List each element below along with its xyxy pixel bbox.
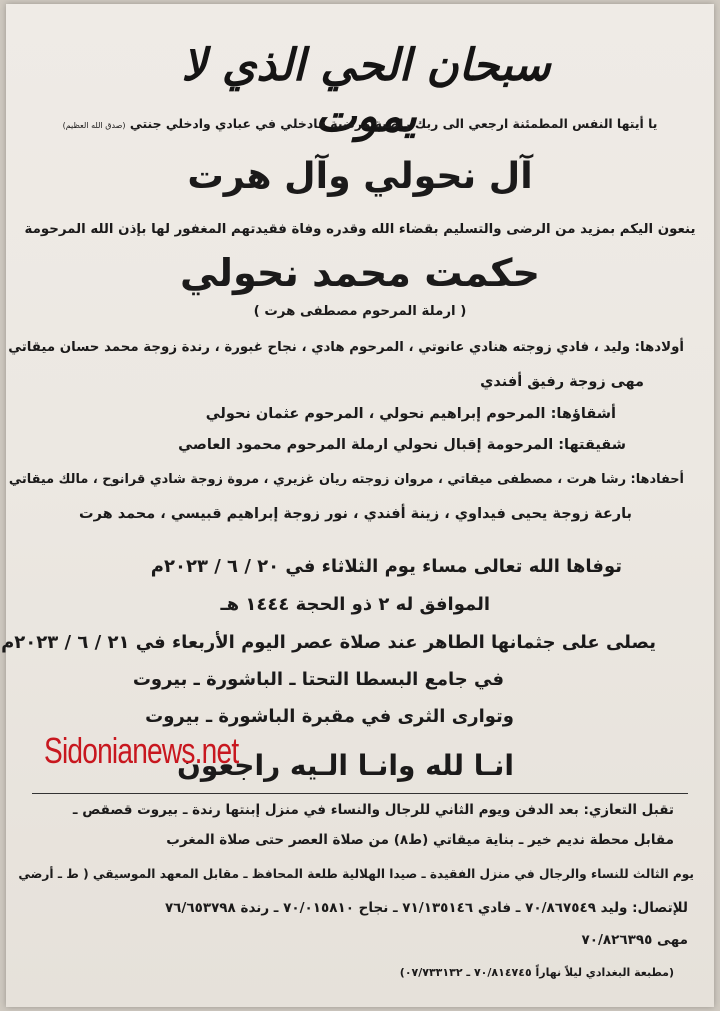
divider-line: [32, 793, 688, 794]
mosque-line: في جامع البسطا التحتا ـ الباشورة ـ بيروت: [132, 669, 504, 690]
verse-text: يا أيتها النفس المطمئنة ارجعي الى ربك راضية مرضية فادخلي في عبادي وادخلي جنتي: [129, 116, 658, 131]
deceased-name: حكمت محمد نحولي: [180, 252, 540, 296]
hijri-date-line: الموافق له ٢ ذو الحجة ١٤٤٤ هـ: [220, 594, 490, 615]
sister-line: شقيقتها: المرحومة إقبال نحولي ارملة المرحوم محمود العاصي: [178, 437, 626, 453]
grandchildren-line-cont: بارعة زوجة يحيى فيداوي ، زينة أفندي ، نور زوجة إبراهيم قبيسي ، محمد هرت: [79, 506, 632, 522]
condolences-line-1: تقبل التعازي: بعد الدفن ويوم الثاني للرجال والنساء في منزل إبنتها رندة ـ بيروت قصقص ـ: [72, 802, 674, 818]
brothers-line: أشقاؤها: المرحوم إبراهيم نحولي ، المرحوم عثمان نحولي: [205, 406, 616, 422]
death-date-line: توفاها الله تعالى مساء يوم الثلاثاء في ٢٠ / ٦ / ٢٠٢٣م: [150, 556, 622, 577]
widow-of: ( ارملة المرحوم مصطفى هرت ): [253, 304, 467, 319]
contact-line: للإتصال: وليد ٧٠/٨٦٧٥٤٩ ـ فادي ٧١/١٣٥١٤٦ ـ نجاح ٧٠/٠١٥٨١٠ ـ رندة ٧٦/٦٥٣٧٩٨: [164, 900, 688, 916]
contact-line-cont: مهى ٧٠/٨٢٦٣٩٥: [581, 932, 688, 948]
condolences-line-2: مقابل محطة نديم خير ـ بناية ميقاتي (ط٨) من صلاة العصر حتى صلاة المغرب: [166, 832, 674, 848]
funeral-prayer-line: يصلى على جثمانها الطاهر عند صلاة عصر اليوم الأربعاء في ٢١ / ٦ / ٢٠٢٣م: [1, 632, 656, 653]
children-line: أولادها: وليد ، فادي زوجته هنادي عانوتي ، المرحوم هادي ، نجاح غبورة ، رندة زوجة محمد حسان ميقاتي: [8, 340, 684, 355]
closing-verse: انـا لله وانـا الـيه راجعون: [177, 749, 514, 782]
grandchildren-line: أحفادها: رشا هرت ، مصطفى ميقاتي ، مروان زوجته ريان غزيري ، مروة زوجة شادي قرانوح ، مالك ميقاتي: [8, 472, 684, 487]
verse-source: (صدق الله العظيم): [62, 121, 126, 130]
children-line-cont: مهى زوجة رفيق أفندي: [480, 374, 644, 390]
families-title: آل نحولي وآل هرت: [187, 154, 533, 197]
condolences-line-3: يوم الثالث للنساء والرجال في منزل الفقيدة ـ صيدا الهلالية طلعة المحافظ ـ مقابل المعهد الموسيقي ( ط ـ أرضي: [18, 867, 694, 881]
burial-line: وتوارى الثرى في مقبرة الباشورة ـ بيروت: [145, 706, 514, 727]
calligraphy-text: سبحان الحي الذي لا يموت: [181, 40, 551, 142]
intro-text: ينعون اليكم بمزيد من الرضى والتسليم بقضاء الله وقدره وفاة فقيدتهم المغفور لها بإذن الله المرحومة: [24, 222, 696, 237]
printer-credit: (مطبعة البغدادي ليلاً نهاراً ٧٠/٨١٤٧٤٥ ـ ٠٧/٧٣٣١٣٢): [399, 966, 674, 979]
quran-verse: [6, 116, 714, 131]
obituary-sheet: [1, 4, 714, 1007]
watermark: Sidonianews.net: [44, 730, 239, 771]
